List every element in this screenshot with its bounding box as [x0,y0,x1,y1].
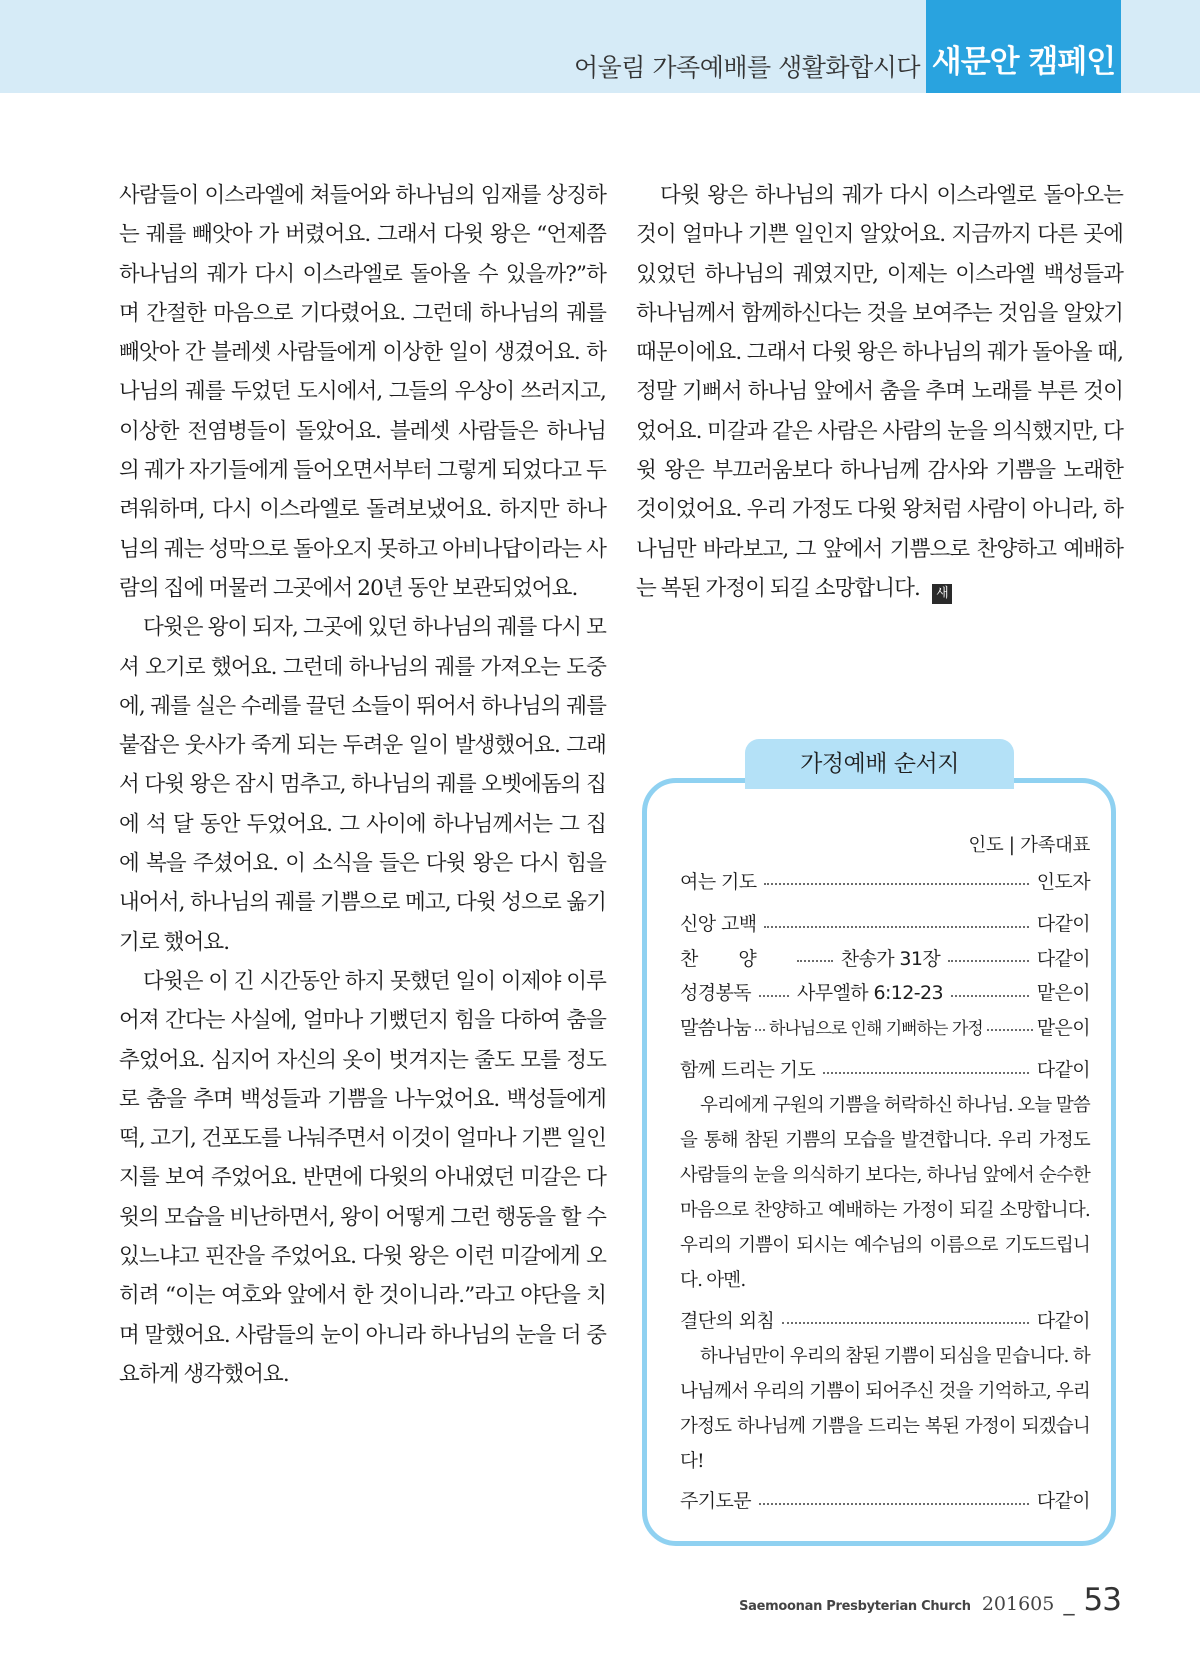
service-item-label: 주기도문 [680,1490,752,1513]
service-item-detail: 하나님으로 인해 기뻐하는 가정 [769,1018,983,1039]
right-text-column [636,176,1123,608]
service-item [680,975,1090,1010]
service-item-label: 성경봉독 [680,982,752,1005]
order-of-service-content [680,829,1090,1517]
service-item-performer: 맡은이 [1036,1016,1090,1039]
body-paragraph: 다윗은 왕이 되자, 그곳에 있던 하나님의 궤를 다시 모셔 오기로 했어요. 그런데 하나님의 궤를 가져오는 도중에, 궤를 실은 수레를 끌던 소들이 뛰어서 하나님의 궤를 붙잡은 웃사가 죽게 되는 두려운 일이 발생했어요. 그래서 다윗 왕은 잠시 멈추고, 하나님의 궤를 오벳에돔의 집에 석 달 동안 두었어요. 그 사이에 하나님께서는 그 집에 복을 주셨어요. 이 소식을 들은 다윗 왕은 다시 힘을 내어서, 하나님의 궤를 기쁨으로 메고, 다윗 성으로 옮기기로 했어요. [119,615,606,955]
service-item-performer: 다같이 [1036,1059,1090,1082]
dotted-leader [759,995,789,997]
dotted-leader [951,995,1029,997]
dotted-leader [823,1072,1029,1074]
service-item [680,1052,1090,1087]
dotted-leader [797,960,833,962]
service-item-performer: 다같이 [1036,1490,1090,1513]
dotted-leader [782,1322,1029,1324]
campaign-tag-label: 새문안 캠페인 [931,44,1116,80]
dotted-leader [987,1029,1033,1031]
service-item [680,863,1090,898]
church-name: Saemoonan Presbyterian Church [739,1599,971,1614]
resolution-text: 하나님만이 우리의 참된 기쁨이 되심을 믿습니다. 하나님께서 우리의 기쁨이 되어주신 것을 기억하고, 우리 가정도 하나님께 기쁨을 드리는 복된 가정이 되겠습니다! [680,1345,1090,1472]
service-item-performer: 다같이 [1036,947,1090,970]
issue-number: 201605 [981,1593,1055,1615]
body-paragraph: 다윗은 이 긴 시간동안 하지 못했던 일이 이제야 이루어져 간다는 사실에, 얼마나 기뻤던지 힘을 다하여 춤을 추었어요. 심지어 자신의 옷이 벗겨지는 줄도 모를 정도로 춤을 추며 백성들과 기쁨을 나누었어요. 백성들에게 떡, 고기, 건포도를 나눠주면서 이것이 얼마나 기쁜 일인지를 보여 주었어요. 반면에 다윗의 아내였던 미갈은 다윗의 모습을 비난하면서, 왕이 어떻게 그런 행동을 할 수 있느냐고 핀잔을 주었어요. 다윗 왕은 이런 미갈에게 오히려 “이는 여호와 앞에서 한 것이니라.”라고 야단을 치며 말했어요. 사람들의 눈이 아니라 하나님의 눈을 더 중요하게 생각했어요. [119,968,606,1387]
dotted-leader [764,883,1028,885]
page-header [0,0,1200,93]
service-item [680,940,1090,975]
order-of-service-title: 가정예배 순서지 [745,739,1014,789]
campaign-tag [926,0,1121,93]
service-item [680,906,1090,941]
header-subtitle: 어울림 가족예배를 생활화합시다 [574,53,920,82]
order-of-service-box [642,778,1116,1546]
service-item-label: 신앙 고백 [680,913,757,936]
left-text-column [119,176,606,1394]
dotted-leader [948,960,1029,962]
service-item-performer: 맡은이 [1036,982,1090,1005]
dotted-leader [759,1503,1029,1505]
service-item-label: 찬양 [680,947,797,970]
service-item [680,1302,1090,1337]
service-item-label: 결단의 외침 [680,1309,775,1332]
service-item-label: 말씀나눔 [680,1016,752,1039]
footer-separator: _ [1063,1591,1075,1616]
body-paragraph [636,176,1123,608]
service-item-label: 여는 기도 [680,870,757,893]
service-item-detail: 사무엘하 6:12-23 [797,982,943,1005]
service-item-performer: 다같이 [1036,913,1090,936]
service-item-label: 함께 드리는 기도 [680,1059,816,1082]
body-paragraph-text: 다윗 왕은 하나님의 궤가 다시 이스라엘로 돌아오는 것이 얼마나 기쁜 일인지 알았어요. 지금까지 다른 곳에 있었던 하나님의 궤였지만, 이제는 이스라엘 백성들과 하나님께서 함께하신다는 것을 보여주는 것임을 알았기 때문이에요. 그래서 다윗 왕은 하나님의 궤가 돌아올 때, 정말 기뻐서 하나님 앞에서 춤을 추며 노래를 부른 것이었어요. 미갈과 같은 사람은 사람의 눈을 의식했지만, 다윗 왕은 부끄러움보다 하나님께 감사와 기쁨을 노래한 것이었어요. 우리 가정도 다윗 왕처럼 사람이 아니라, 하나님만 바라보고, 그 앞에서 기쁨으로 찬양하고 예배하는 복된 가정이 되길 소망합니다. [636,183,1123,601]
page-footer [739,1582,1121,1618]
together-prayer-text: 우리에게 구원의 기쁨을 허락하신 하나님. 오늘 말씀을 통해 참된 기쁨의 모습을 발견합니다. 우리 가정도 사람들의 눈을 의식하기 보다는, 하나님 앞에서 순수한 마음으로 찬양하고 예배하는 가정이 되길 소망합니다. 우리의 기쁨이 되시는 예수님의 이름으로 기도드립니다. 아멘. [680,1095,1090,1291]
service-leader: 인도 | 가족대표 [968,835,1090,856]
service-item [680,1009,1090,1044]
service-item-performer: 인도자 [1036,870,1090,893]
dotted-leader [764,926,1028,928]
dotted-leader [755,1029,765,1031]
service-item-detail: 찬송가 31장 [840,947,941,970]
service-item [680,1483,1090,1518]
end-mark-icon: 새 [932,584,952,604]
body-paragraph: 사람들이 이스라엘에 쳐들어와 하나님의 임재를 상징하는 궤를 빼앗아 가 버렸어요. 그래서 다윗 왕은 “언제쯤 하나님의 궤가 다시 이스라엘로 돌아올 수 있을까?”하며 간절한 마음으로 기다렸어요. 그런데 하나님의 궤를 빼앗아 간 블레셋 사람들에게 이상한 일이 생겼어요. 하나님의 궤를 두었던 도시에서, 그들의 우상이 쓰러지고, 이상한 전염병들이 돌았어요. 블레셋 사람들은 하나님의 궤가 자기들에게 들어오면서부터 그렇게 되었다고 두려워하며, 다시 이스라엘로 돌려보냈어요. 하지만 하나님의 궤는 성막으로 돌아오지 못하고 아비나답이라는 사람의 집에 머물러 그곳에서 20년 동안 보관되었어요. [119,183,606,601]
page-number: 53 [1083,1582,1121,1618]
service-item-performer: 다같이 [1036,1309,1090,1332]
